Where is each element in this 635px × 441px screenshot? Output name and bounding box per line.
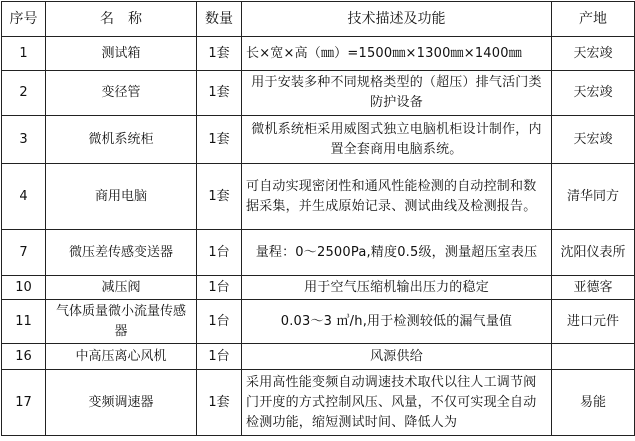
row-origin: 天宏竣 [552, 37, 635, 71]
row-no: 17 [2, 370, 46, 436]
row-no: 4 [2, 164, 46, 230]
row-no: 3 [2, 116, 46, 164]
row-name: 气体质量微小流量传感器 [46, 300, 197, 344]
row-origin: 清华同方 [552, 164, 635, 230]
header-no: 序号 [2, 2, 46, 37]
table-row [2, 344, 635, 370]
row-qty: 1台 [197, 276, 242, 300]
row-desc: 可自动实现密闭性和通风性能检测的自动控制和数据采集，并生成原始记录、测试曲线及检测报告。 [242, 164, 552, 230]
row-desc: 采用高性能变频自动调速技术取代以往人工调节阀门开度的方式控制风压、风量，不仅可实现全自动检测功能，缩短测试时间、降低人为 [242, 370, 552, 436]
row-desc: 长×宽×高（㎜）=1500㎜×1300㎜×1400㎜ [242, 37, 552, 71]
row-no: 2 [2, 71, 46, 116]
row-origin: 天宏竣 [552, 71, 635, 116]
table-header-row [2, 2, 635, 37]
table-row [2, 230, 635, 276]
header-origin: 产地 [552, 2, 635, 37]
row-no: 7 [2, 230, 46, 276]
row-name: 微机系统柜 [46, 116, 197, 164]
header-name: 名 称 [46, 2, 197, 37]
row-qty: 1台 [197, 230, 242, 276]
row-name: 减压阀 [46, 276, 197, 300]
row-desc: 用于安装多种不同规格类型的（超压）排气活门类防护设备 [242, 71, 552, 116]
equipment-spec-table [1, 1, 635, 436]
row-no: 16 [2, 344, 46, 370]
row-desc: 用于空气压缩机输出压力的稳定 [242, 276, 552, 300]
row-origin: 天宏竣 [552, 116, 635, 164]
header-qty: 数量 [197, 2, 242, 37]
row-name: 中高压离心风机 [46, 344, 197, 370]
row-no: 10 [2, 276, 46, 300]
row-name: 微压差传感变送器 [46, 230, 197, 276]
row-name: 商用电脑 [46, 164, 197, 230]
row-desc: 风源供给 [242, 344, 552, 370]
row-desc: 0.03～3 ㎥/h,用于检测较低的漏气量值 [242, 300, 552, 344]
table-row [2, 276, 635, 300]
row-qty: 1套 [197, 116, 242, 164]
row-qty: 1套 [197, 164, 242, 230]
row-qty: 1台 [197, 344, 242, 370]
row-name: 变径管 [46, 71, 197, 116]
row-qty: 1套 [197, 37, 242, 71]
table-row [2, 71, 635, 116]
table-row [2, 116, 635, 164]
row-name: 测试箱 [46, 37, 197, 71]
row-origin [552, 344, 635, 370]
row-origin: 易能 [552, 370, 635, 436]
table-row [2, 164, 635, 230]
row-no: 1 [2, 37, 46, 71]
row-origin: 沈阳仪表所 [552, 230, 635, 276]
row-qty: 1套 [197, 71, 242, 116]
row-qty: 1套 [197, 370, 242, 436]
row-origin: 亚德客 [552, 276, 635, 300]
table-row [2, 370, 635, 436]
row-desc: 量程：0～2500Pa,精度0.5级，测量超压室表压 [242, 230, 552, 276]
table-row [2, 37, 635, 71]
row-no: 11 [2, 300, 46, 344]
row-qty: 1台 [197, 300, 242, 344]
row-name: 变频调速器 [46, 370, 197, 436]
row-origin: 进口元件 [552, 300, 635, 344]
table-row [2, 300, 635, 344]
row-desc: 微机系统柜采用威图式独立电脑机柜设计制作，内置全套商用电脑系统。 [242, 116, 552, 164]
header-desc: 技术描述及功能 [242, 2, 552, 37]
